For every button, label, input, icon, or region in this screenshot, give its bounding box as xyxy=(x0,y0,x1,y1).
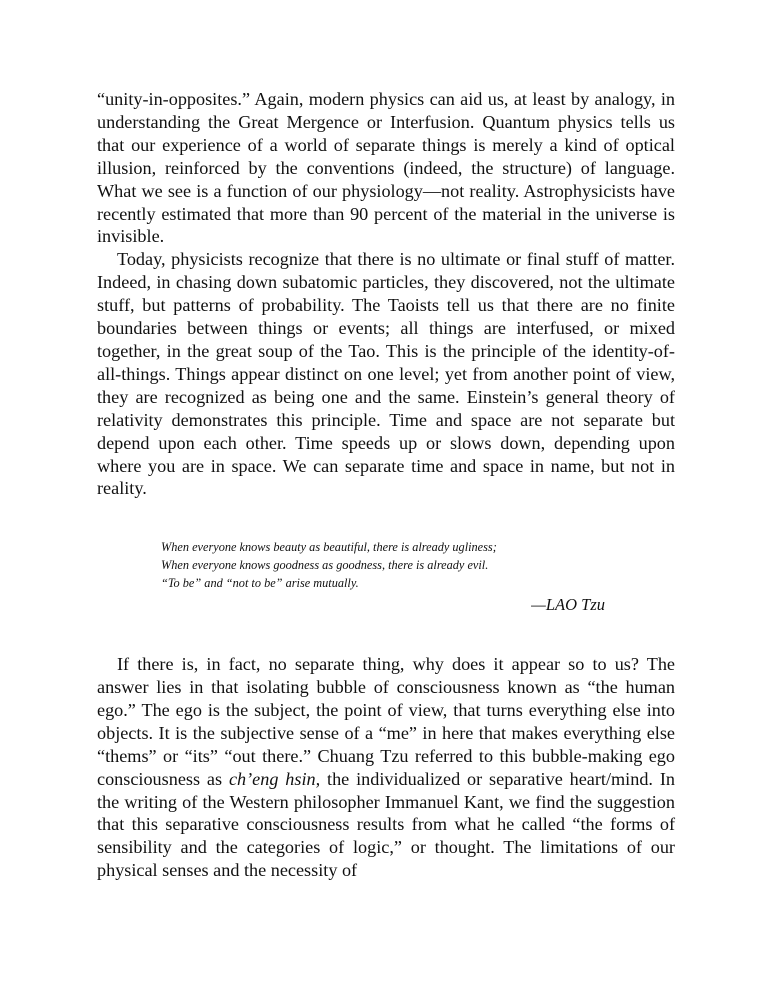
quote-attribution: —LAO Tzu xyxy=(531,595,605,615)
paragraph-3-text-end: the individualized or separative heart/mind. In the writing of the Western philosopher Immanuel Kant, we find the suggestion that this separative consciousness results from what he called “the forms of sensibility and the categories of logic,” or thought. The limitations of our physical senses and the necessity of xyxy=(97,768,675,881)
quote-line-1: When everyone knows beauty as beautiful, there is already ugliness; xyxy=(161,540,497,555)
epigraph-quote xyxy=(161,539,641,615)
paragraph-1: “unity-in-opposites.” Again, modern physics can aid us, at least by analogy, in understanding the Great Mergence or Interfusion. Quantum physics tells us that our experience of a world of separate things is merely a kind of optical illusion, reinforced by the conventions (indeed, the structure) of language. What we see is a function of our physiology—not reality. Astrophysicists have recently estimated that more than 90 percent of the material in the universe is invisible. xyxy=(97,89,675,247)
paragraph-3 xyxy=(97,653,675,882)
page-body xyxy=(97,88,675,882)
paragraph-3-text-start: If there is, in fact, no separate thing, why does it appear so to us? The answer lies in that isolating bubble of consciousness known as “the human ego.” The ego is the subject, the point of view, that turns everything else into objects. It is the subjective sense of a “me” in here that makes everything else “thems” or “its” “out there.” Chuang Tzu referred to this bubble-making ego consciousness as xyxy=(97,654,675,789)
paragraph-2: Today, physicists recognize that there is no ultimate or final stuff of matter. Indeed, in chasing down subatomic particles, they discovered, not the ultimate stuff, but patterns of probability. The Taoists tell us that there are no finite boundaries between things or events; all things are interfused, or mixed together, in the great soup of the Tao. This is the principle of the identity-of-all-things. Things appear distinct on one level; yet from another point of view, they are recognized as being one and the same. Einstein’s general theory of relativity demonstrates this principle. Time and space are not separate but depend upon each other. Time speeds up or slows down, depending upon where you are in space. We can separate time and space in name, but not in reality. xyxy=(97,249,675,499)
section-spacer xyxy=(97,615,675,653)
italic-term: ch’eng hsin, xyxy=(228,768,321,789)
quote-line-3: “To be” and “not to be” arise mutually. xyxy=(161,575,359,590)
quote-line-2: When everyone knows goodness as goodness, there is already evil. xyxy=(161,557,489,572)
